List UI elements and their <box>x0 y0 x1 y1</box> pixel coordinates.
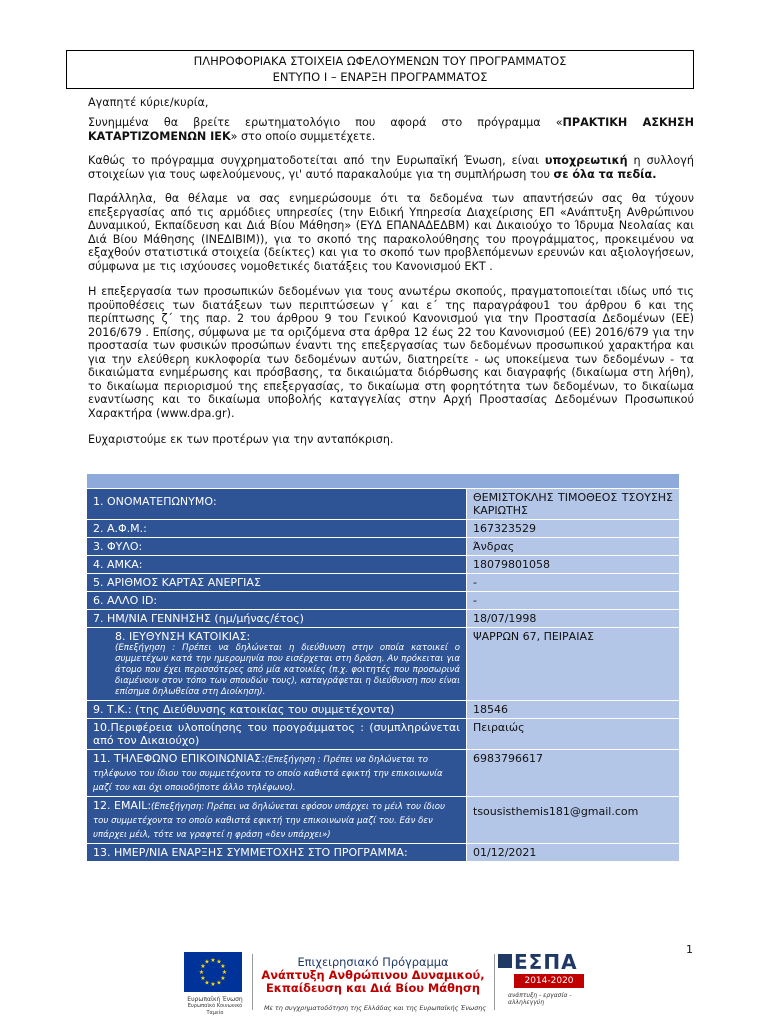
svg-text:★: ★ <box>220 963 226 970</box>
field-note: (Επεξήγηση : Πρέπει να δηλώνεται η διεύθυνση στην οποία κατοικεί ο συμμετέχων κατά την ημερομηνία που εισέρχεται στη δράση. Αν πρόκειται για άτομο που έχει περισσότερες από μία κατοικίες (π.χ. φοιτητές που προσωρινά διαμένουν στον τόπο των σπουδών τους), καταγράφεται η διεύθυνση που είναι επίσημα δηλωθείσα στη Διοίκηση). <box>115 643 460 697</box>
field-label: 11. ΤΗΛΕΦΩΝΟ ΕΠΙΚΟΙΝΩΝΙΑΣ: <box>93 752 265 765</box>
intro-paragraph-1: Συνημμένα θα βρείτε ερωτηματολόγιο που αφορά στο πρόγραμμα «ΠΡΑΚΤΙΚΗ ΑΣΚΗΣΗ ΚΑΤΑΡΤΙΖΟΜΕΝΩΝ ΙΕΚ» στο οποίο συμμετέχετε. <box>88 116 695 143</box>
field-label: 1. ΟΝΟΜΑΤΕΠΩΝΥΜΟ: <box>87 489 467 520</box>
eu-flag-logo <box>184 952 242 992</box>
field-label: 13. ΗΜΕΡ/ΝΙΑ ΕΝΑΡΞΗΣ ΣΥΜΜΕΤΟΧΗΣ ΣΤΟ ΠΡΟΓΡΑΜΜΑ: <box>87 844 467 862</box>
field-label: 5. ΑΡΙΘΜΟΣ ΚΑΡΤΑΣ ΑΝΕΡΓΙΑΣ <box>87 574 467 592</box>
table-row <box>87 719 680 750</box>
cofinancing-note: Με τη συγχρηματοδότηση της Ελλάδας και της Ευρωπαϊκής Ένωσης <box>263 1004 487 1012</box>
espa-flag-icon <box>498 954 512 968</box>
eu-caption: Ευρωπαϊκή Ένωση Ευρωπαϊκό Κοινωνικό Ταμείο <box>187 996 243 1016</box>
divider <box>494 954 495 1010</box>
table-row <box>87 610 680 628</box>
beneficiary-form-table <box>86 473 680 862</box>
form-header <box>66 50 694 89</box>
eu-stars-icon <box>184 952 242 992</box>
field-note: (Επεξήγηση: Πρέπει να δηλώνεται εφόσον υπάρχει το μέιλ του ίδιου του συμμετέχοντα το οποίο καθιστά εφικτή την επικοινωνία μαζί του. Εάν δεν υπάρχει μέιλ, τότε να γραφτεί η φράση «δεν υπάρχει») <box>93 802 445 840</box>
table-row <box>87 750 680 797</box>
svg-text:★: ★ <box>198 969 205 976</box>
table-row <box>87 628 680 701</box>
field-value: tsousisthemis181@gmail.com <box>467 797 680 844</box>
field-value: 18/07/1998 <box>467 610 680 628</box>
footer-logos <box>180 944 590 1020</box>
thanks-line: Ευχαριστούμε εκ των προτέρων για την ανταπόκριση. <box>88 433 394 446</box>
divider <box>252 954 253 1010</box>
intro-paragraph-2: Καθώς το πρόγραμμα συγχρηματοδοτείται από την Ευρωπαϊκή Ένωση, είναι υποχρεωτική η συλλογή στοιχείων για τους ωφελούμενους, γι' αυτό παρακαλούμε για τη συμπλήρωση του σε όλα τα πεδία. <box>88 154 694 181</box>
svg-text:★: ★ <box>200 963 206 970</box>
field-value: - <box>467 574 680 592</box>
table-row <box>87 520 680 538</box>
field-label-cell <box>87 750 467 797</box>
field-value: 01/12/2021 <box>467 844 680 862</box>
field-value: 6983796617 <box>467 750 680 797</box>
table-header-row <box>87 474 680 489</box>
table-row <box>87 844 680 862</box>
svg-text:★: ★ <box>204 979 210 987</box>
field-value: - <box>467 592 680 610</box>
intro-paragraph-3: Παράλληλα, θα θέλαμε να σας ενημερώσουμε ότι τα δεδομένα των απαντήσεών σας θα τύχουν επεξεργασίας από τις αρμόδιες υπηρεσίες (την Ειδική Υπηρεσία Διαχείρισης ΕΠ «Ανάπτυξη Ανθρώπινου Δυναμικού, Εκπαίδευση και Διά Βίου Μάθηση» (ΕΥΔ ΕΠΑΝΑΔΕΔΒΜ) και Δικαιούχο το Ίδρυμα Νεολαίας και Διά Βίου Μάθησης (ΙΝΕΔΙΒΙΜ)), για το σκοπό της παρακολούθησης του προγράμματος, προκειμένου να εξαχθούν στατιστικά στοιχεία (δείκτες) και για το σκοπό των προβλεπόμενων ερευνών και αξιολογήσεων, σύμφωνα με τις ισχύουσες νομοθετικές διατάξεις του Κανονισμού ΕΚΤ . <box>88 192 694 273</box>
field-value: 18546 <box>467 701 680 719</box>
page-number: 1 <box>686 943 693 956</box>
field-label-cell <box>87 797 467 844</box>
field-label: 2. Α.Φ.Μ.: <box>87 520 467 538</box>
table-row <box>87 556 680 574</box>
field-value: 18079801058 <box>467 556 680 574</box>
svg-text:★: ★ <box>210 981 216 988</box>
table-row <box>87 538 680 556</box>
field-label: 4. ΑΜΚΑ: <box>87 556 467 574</box>
field-value: ΘΕΜΙΣΤΟΚΛΗΣ ΤΙΜΟΘΕΟΣ ΤΣΟΥΣΗΣ ΚΑΡΙΩΤΗΣ <box>467 489 680 520</box>
table-row <box>87 574 680 592</box>
field-value: ΨΑΡΡΩΝ 67, ΠΕΙΡΑΙΑΣ <box>467 628 680 701</box>
svg-text:★: ★ <box>216 979 222 987</box>
table-row <box>87 489 680 520</box>
svg-text:★: ★ <box>216 958 222 966</box>
field-label: 10.Περιφέρεια υλοποίησης του προγράμματος : (συμπληρώνεται από τον Δικαιούχο) <box>87 719 467 750</box>
greeting: Αγαπητέ κύριε/κυρία, <box>88 96 209 109</box>
table-row <box>87 797 680 844</box>
svg-text:★: ★ <box>200 975 206 982</box>
field-label: 3. ΦΥΛΟ: <box>87 538 467 556</box>
intro-paragraph-4: Η επεξεργασία των προσωπικών δεδομένων για τους ανωτέρω σκοπούς, πραγματοποιείται ιδίως υπό τις προϋποθέσεις των διατάξεων των περιπτώσεων γ΄ και ε΄ της παραγράφου1 του άρθρου 6 και της περίπτωσης ζ΄ της παρ. 2 του άρθρου 9 του Γενικού Κανονισμού για την Προστασία Δεδομένων (ΕΕ) 2016/679 . Επίσης, σύμφωνα με τα οριζόμενα στα άρθρα 12 έως 22 του Κανονισμού (ΕΕ) 2016/679 για την προστασία των φυσικών προσώπων έναντι της επεξεργασίας των δεδομένων προσωπικού χαρακτήρα και για την ελεύθερη κυκλοφορία των δεδομένων αυτών, διατηρείτε - ως υποκείμενα των δεδομένων - τα δικαιώματα ενημέρωσης και πρόσβασης, τα δικαιώματα διόρθωσης και διαγραφής (δικαίωμα στη λήθη), το δικαίωμα περιορισμού της επεξεργασίας, το δικαίωμα στη φορητότητα των δεδομένων, το δικαίωμα εναντίωσης και το δικαίωμα υποβολής καταγγελίας στην Αρχή Προστασίας Δεδομένων Προσωπικού Χαρακτήρα (www.dpa.gr). <box>88 285 694 420</box>
field-label: 9. Τ.Κ.: (της Διεύθυνσης κατοικίας του συμμετέχοντα) <box>87 701 467 719</box>
field-label: 8. ΙΕΥΘΥΝΣΗ ΚΑΤΟΙΚΙΑΣ: <box>115 630 251 643</box>
operational-programme-title: Επιχειρησιακό Πρόγραμμα Ανάπτυξη Ανθρώπινου Δυναμικού, Εκπαίδευση και Διά Βίου Μάθηση <box>261 955 485 995</box>
table-row <box>87 592 680 610</box>
form-subtitle: ΕΝΤΥΠΟ Ι – ΕΝΑΡΞΗ ΠΡΟΓΡΑΜΜΑΤΟΣ <box>272 70 488 84</box>
field-label: 7. ΗΜ/ΝΙΑ ΓΕΝΝΗΣΗΣ (ημ/μήνας/έτος) <box>87 610 467 628</box>
svg-text:★: ★ <box>220 975 226 982</box>
form-title: ΠΛΗΡΟΦΟΡΙΑΚΑ ΣΤΟΙΧΕΙΑ ΩΦΕΛΟΥΜΕΝΩΝ ΤΟΥ ΠΡΟΓΡΑΜΜΑΤΟΣ <box>193 54 567 68</box>
svg-text:★: ★ <box>210 957 216 964</box>
table-row <box>87 701 680 719</box>
field-label: 6. ΑΛΛΟ ID: <box>87 592 467 610</box>
field-value: Άνδρας <box>467 538 680 556</box>
field-value: Πειραιώς <box>467 719 680 750</box>
field-note: (Επεξήγηση : Πρέπει να δηλώνεται το τηλέφωνο του ίδιου του συμμετέχοντα το οποίο καθιστά εφικτή την επικοινωνία μαζί του και όχι οποιοδήποτε άλλο τηλέφωνο). <box>93 755 443 793</box>
field-label: 12. EMAIL: <box>93 799 152 812</box>
svg-text:★: ★ <box>221 969 228 976</box>
svg-text:★: ★ <box>204 958 210 966</box>
field-value: 167323529 <box>467 520 680 538</box>
field-label-cell <box>87 628 467 701</box>
espa-logo: ΕΣΠΑ 2014-2020 ανάπτυξη - εργασία - αλληλεγγύη <box>498 950 590 1006</box>
